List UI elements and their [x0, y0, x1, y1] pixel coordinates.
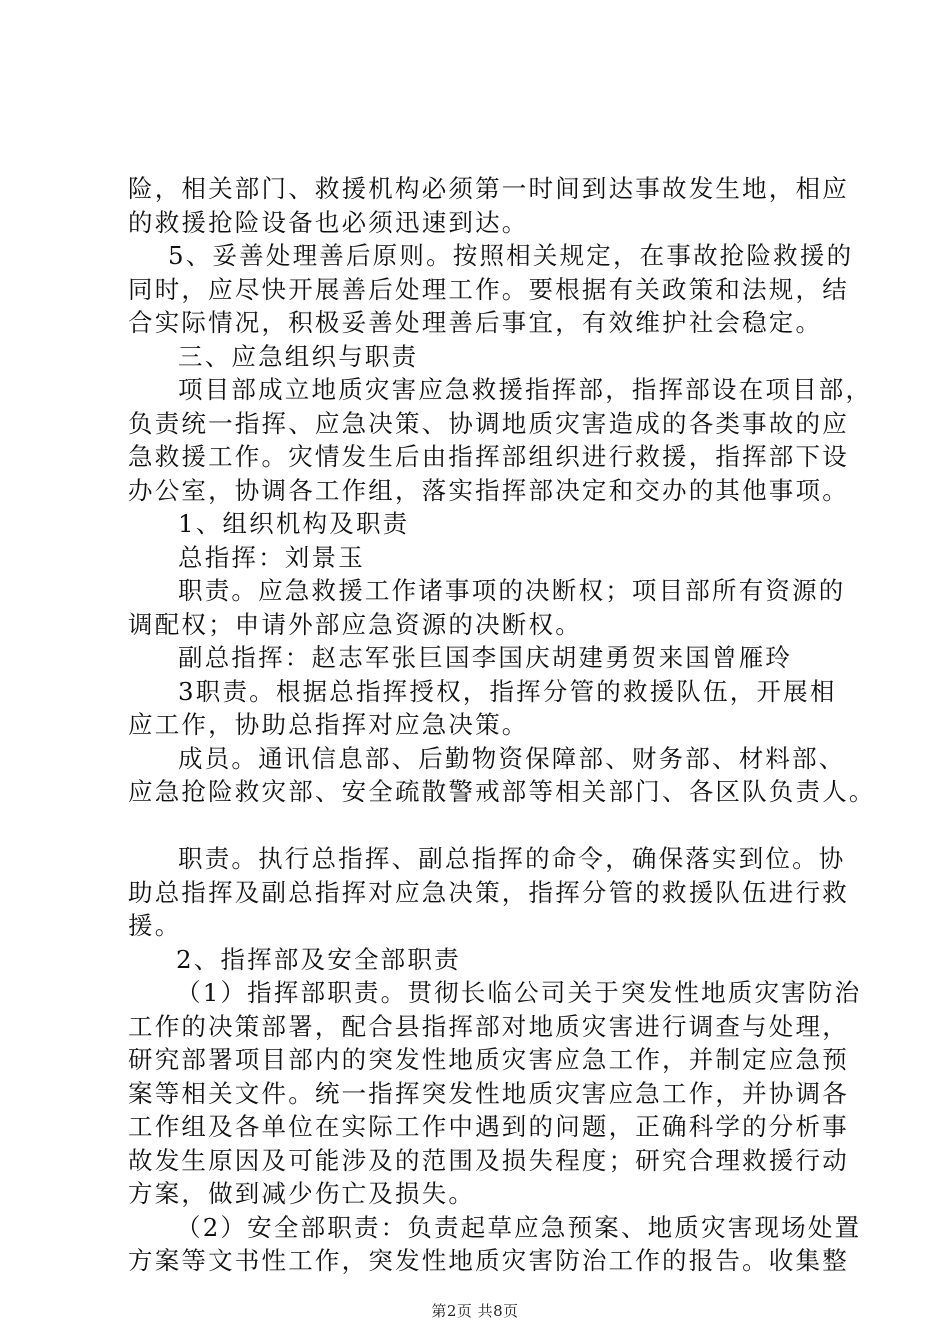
text-line: 案等相关文件。统一指挥突发性地质灾害应急工作，并协调各 [128, 1078, 849, 1108]
text-line: 方案等文书性工作，突发性地质灾害防治工作的报告。收集整 [128, 1246, 849, 1275]
text-line: 急救援工作。灾情发生后由指挥部组织进行救援，指挥部下设 [128, 442, 849, 471]
text-line: 应急抢险救灾部、安全疏散警戒部等相关部门、各区队负责人。 [128, 777, 876, 806]
text-line: 方案，做到减少伤亡及损失。 [128, 1179, 476, 1208]
text-line: 项目部成立地质灾害应急救援指挥部，指挥部设在项目部， [178, 375, 873, 404]
text-line: 工作组及各单位在实际工作中遇到的问题，正确科学的分析事 [128, 1112, 849, 1141]
page-footer: 第2页 共8页 [431, 1302, 519, 1320]
text-line: 同时，应尽快开展善后处理工作。要根据有关政策和法规，结 [128, 274, 849, 304]
text-line: 研究部署项目部内的突发性地质灾害应急工作，并制定应急预 [128, 1045, 849, 1074]
text-line: 总指挥：刘景玉 [178, 542, 365, 572]
text-line: 故发生原因及可能涉及的范围及损失程度；研究合理救援行动 [128, 1145, 849, 1175]
text-line: 副总指挥：赵志军张巨国李国庆胡建勇贺来国曾雁玲 [178, 643, 793, 672]
text-line: 助总指挥及副总指挥对应急决策，指挥分管的救援队伍进行救 [128, 877, 849, 907]
text-line: 5、妥善处理善后原则。按照相关规定，在事故抢险救援的 [168, 241, 854, 270]
text-line: 负责统一指挥、应急决策、协调地质灾害造成的各类事故的应 [128, 408, 849, 438]
text-line: 职责。执行总指挥、副总指挥的命令，确保落实到位。协 [178, 844, 846, 873]
text-line: 3职责。根据总指挥授权，指挥分管的救援队伍，开展相 [178, 676, 837, 706]
text-line: 险，相关部门、救援机构必须第一时间到达事故发生地，相应 [128, 174, 849, 203]
text-line: （2）安全部职责：负责起草应急预案、地质灾害现场处置 [176, 1212, 862, 1242]
text-line: （1）指挥部职责。贯彻长临公司关于突发性地质灾害防治 [176, 978, 862, 1007]
text-line: 合实际情况，积极妥善处理善后事宜，有效维护社会稳定。 [128, 308, 823, 337]
text-line: 办公室，协调各工作组，落实指挥部决定和交办的其他事项。 [128, 475, 849, 505]
blank-line [128, 809, 840, 843]
section-heading: 三、应急组织与职责 [178, 341, 419, 371]
text-line: 职责。应急救援工作诸事项的决断权；项目部所有资源的 [178, 576, 846, 605]
text-line: 调配权；申请外部应急资源的决断权。 [128, 609, 582, 639]
text-line: 的救援抢险设备也必须迅速到达。 [128, 207, 529, 237]
text-line: 成员。通讯信息部、后勤物资保障部、财务部、材料部、 [178, 743, 846, 773]
text-line: 工作的决策部署，配合县指挥部对地质灾害进行调查与处理， [128, 1011, 849, 1041]
subsection-heading: 2、指挥部及安全部职责 [176, 944, 461, 974]
text-line: 援。 [128, 911, 182, 940]
subsection-heading: 1、组织机构及职责 [178, 509, 410, 538]
document-body [128, 172, 876, 1278]
text-line: 应工作，协助总指挥对应急决策。 [128, 710, 529, 739]
